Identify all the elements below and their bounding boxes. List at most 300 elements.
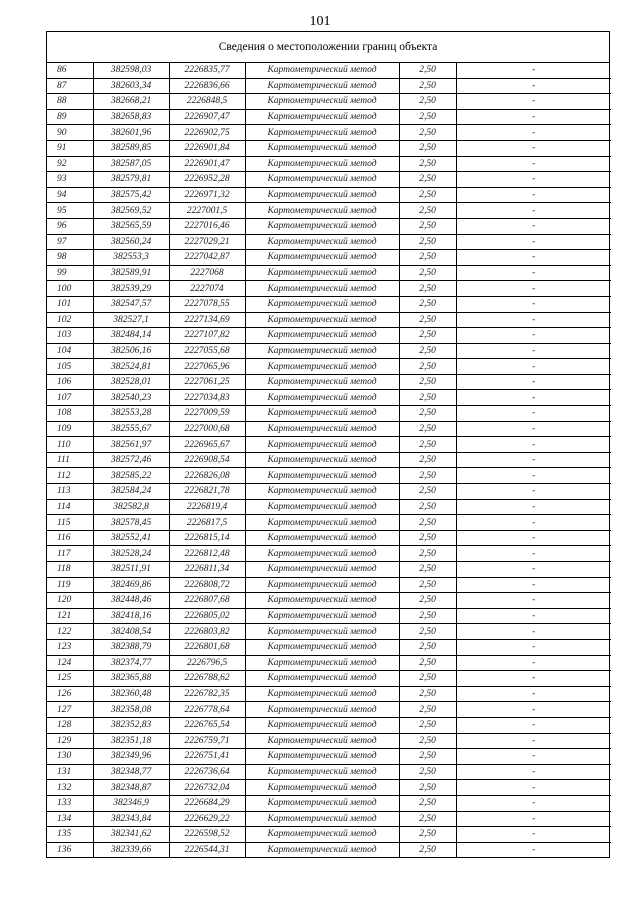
x-coordinate-cell: 382589,85 [93, 140, 169, 156]
accuracy-cell: 2,50 [399, 468, 456, 484]
table-row [47, 390, 611, 406]
accuracy-cell: 2,50 [399, 811, 456, 827]
x-coordinate-cell: 382561,97 [93, 437, 169, 453]
y-coordinate-cell: 2227107,82 [169, 328, 245, 344]
description-cell: - [456, 749, 611, 765]
table-row [47, 577, 611, 593]
table-row [47, 359, 611, 375]
point-number-cell: 122 [47, 624, 93, 640]
y-coordinate-cell: 2227000,68 [169, 421, 245, 437]
method-cell: Картометрический метод [245, 63, 399, 78]
y-coordinate-cell: 2226788,62 [169, 671, 245, 687]
method-cell: Картометрический метод [245, 842, 399, 857]
table-row [47, 328, 611, 344]
description-cell: - [456, 593, 611, 609]
description-cell: - [456, 281, 611, 297]
accuracy-cell: 2,50 [399, 421, 456, 437]
description-cell: - [456, 671, 611, 687]
table-row [47, 639, 611, 655]
accuracy-cell: 2,50 [399, 686, 456, 702]
y-coordinate-cell: 2226901,84 [169, 140, 245, 156]
table-row [47, 406, 611, 422]
y-coordinate-cell: 2226821,78 [169, 484, 245, 500]
y-coordinate-cell: 2227061,25 [169, 374, 245, 390]
description-cell: - [456, 78, 611, 94]
method-cell: Картометрический метод [245, 359, 399, 375]
description-cell: - [456, 577, 611, 593]
y-coordinate-cell: 2227009,59 [169, 406, 245, 422]
table-row [47, 296, 611, 312]
table-row [47, 811, 611, 827]
point-number-cell: 106 [47, 374, 93, 390]
table-row [47, 593, 611, 609]
x-coordinate-cell: 382585,22 [93, 468, 169, 484]
point-number-cell: 134 [47, 811, 93, 827]
description-cell: - [456, 452, 611, 468]
method-cell: Картометрический метод [245, 218, 399, 234]
point-number-cell: 117 [47, 546, 93, 562]
x-coordinate-cell: 382469,86 [93, 577, 169, 593]
x-coordinate-cell: 382506,16 [93, 343, 169, 359]
accuracy-cell: 2,50 [399, 437, 456, 453]
description-cell: - [456, 328, 611, 344]
point-number-cell: 92 [47, 156, 93, 172]
point-number-cell: 123 [47, 639, 93, 655]
y-coordinate-cell: 2227074 [169, 281, 245, 297]
table-body [47, 63, 611, 857]
x-coordinate-cell: 382348,87 [93, 780, 169, 796]
method-cell: Картометрический метод [245, 499, 399, 515]
y-coordinate-cell: 2226901,47 [169, 156, 245, 172]
description-cell: - [456, 63, 611, 78]
table-row [47, 140, 611, 156]
table-row [47, 312, 611, 328]
method-cell: Картометрический метод [245, 749, 399, 765]
table-title: Сведения о местоположении границ объекта [47, 32, 609, 63]
method-cell: Картометрический метод [245, 717, 399, 733]
accuracy-cell: 2,50 [399, 343, 456, 359]
description-cell: - [456, 109, 611, 125]
method-cell: Картометрический метод [245, 390, 399, 406]
x-coordinate-cell: 382603,34 [93, 78, 169, 94]
point-number-cell: 104 [47, 343, 93, 359]
point-number-cell: 136 [47, 842, 93, 857]
description-cell: - [456, 437, 611, 453]
point-number-cell: 115 [47, 515, 93, 531]
method-cell: Картометрический метод [245, 655, 399, 671]
table-row [47, 374, 611, 390]
description-cell: - [456, 265, 611, 281]
x-coordinate-cell: 382584,24 [93, 484, 169, 500]
accuracy-cell: 2,50 [399, 140, 456, 156]
x-coordinate-cell: 382555,67 [93, 421, 169, 437]
method-cell: Картометрический метод [245, 203, 399, 219]
accuracy-cell: 2,50 [399, 172, 456, 188]
x-coordinate-cell: 382668,21 [93, 94, 169, 110]
description-cell: - [456, 406, 611, 422]
method-cell: Картометрический метод [245, 406, 399, 422]
method-cell: Картометрический метод [245, 562, 399, 578]
x-coordinate-cell: 382524,81 [93, 359, 169, 375]
method-cell: Картометрический метод [245, 608, 399, 624]
method-cell: Картометрический метод [245, 795, 399, 811]
point-number-cell: 126 [47, 686, 93, 702]
accuracy-cell: 2,50 [399, 655, 456, 671]
method-cell: Картометрический метод [245, 827, 399, 843]
method-cell: Картометрический метод [245, 593, 399, 609]
y-coordinate-cell: 2226817,5 [169, 515, 245, 531]
y-coordinate-cell: 2226736,64 [169, 764, 245, 780]
point-number-cell: 91 [47, 140, 93, 156]
x-coordinate-cell: 382484,14 [93, 328, 169, 344]
x-coordinate-cell: 382346,9 [93, 795, 169, 811]
table-row [47, 125, 611, 141]
accuracy-cell: 2,50 [399, 187, 456, 203]
x-coordinate-cell: 382528,01 [93, 374, 169, 390]
accuracy-cell: 2,50 [399, 546, 456, 562]
description-cell: - [456, 827, 611, 843]
x-coordinate-cell: 382448,46 [93, 593, 169, 609]
y-coordinate-cell: 2226684,29 [169, 795, 245, 811]
description-cell: - [456, 187, 611, 203]
method-cell: Картометрический метод [245, 468, 399, 484]
accuracy-cell: 2,50 [399, 499, 456, 515]
accuracy-cell: 2,50 [399, 593, 456, 609]
point-number-cell: 89 [47, 109, 93, 125]
accuracy-cell: 2,50 [399, 780, 456, 796]
description-cell: - [456, 764, 611, 780]
point-number-cell: 118 [47, 562, 93, 578]
method-cell: Картометрический метод [245, 639, 399, 655]
description-cell: - [456, 234, 611, 250]
y-coordinate-cell: 2226965,67 [169, 437, 245, 453]
accuracy-cell: 2,50 [399, 250, 456, 266]
x-coordinate-cell: 382348,77 [93, 764, 169, 780]
y-coordinate-cell: 2226782,35 [169, 686, 245, 702]
y-coordinate-cell: 2226803,82 [169, 624, 245, 640]
y-coordinate-cell: 2226836,66 [169, 78, 245, 94]
y-coordinate-cell: 2226835,77 [169, 63, 245, 78]
y-coordinate-cell: 2226805,02 [169, 608, 245, 624]
table-row [47, 109, 611, 125]
point-number-cell: 90 [47, 125, 93, 141]
accuracy-cell: 2,50 [399, 764, 456, 780]
accuracy-cell: 2,50 [399, 795, 456, 811]
y-coordinate-cell: 2227029,21 [169, 234, 245, 250]
method-cell: Картометрический метод [245, 686, 399, 702]
accuracy-cell: 2,50 [399, 452, 456, 468]
description-cell: - [456, 639, 611, 655]
x-coordinate-cell: 382341,62 [93, 827, 169, 843]
accuracy-cell: 2,50 [399, 265, 456, 281]
y-coordinate-cell: 2226908,54 [169, 452, 245, 468]
y-coordinate-cell: 2226807,68 [169, 593, 245, 609]
table-row [47, 655, 611, 671]
y-coordinate-cell: 2227001,5 [169, 203, 245, 219]
x-coordinate-cell: 382374,77 [93, 655, 169, 671]
x-coordinate-cell: 382527,1 [93, 312, 169, 328]
x-coordinate-cell: 382658,83 [93, 109, 169, 125]
method-cell: Картометрический метод [245, 94, 399, 110]
method-cell: Картометрический метод [245, 811, 399, 827]
method-cell: Картометрический метод [245, 764, 399, 780]
accuracy-cell: 2,50 [399, 827, 456, 843]
accuracy-cell: 2,50 [399, 717, 456, 733]
description-cell: - [456, 608, 611, 624]
table-row [47, 686, 611, 702]
description-cell: - [456, 312, 611, 328]
table-row [47, 156, 611, 172]
point-number-cell: 109 [47, 421, 93, 437]
point-number-cell: 135 [47, 827, 93, 843]
method-cell: Картометрический метод [245, 780, 399, 796]
accuracy-cell: 2,50 [399, 484, 456, 500]
description-cell: - [456, 546, 611, 562]
accuracy-cell: 2,50 [399, 125, 456, 141]
x-coordinate-cell: 382365,88 [93, 671, 169, 687]
description-cell: - [456, 390, 611, 406]
method-cell: Картометрический метод [245, 437, 399, 453]
x-coordinate-cell: 382587,05 [93, 156, 169, 172]
point-number-cell: 130 [47, 749, 93, 765]
y-coordinate-cell: 2227055,68 [169, 343, 245, 359]
y-coordinate-cell: 2226819,4 [169, 499, 245, 515]
description-cell: - [456, 702, 611, 718]
accuracy-cell: 2,50 [399, 639, 456, 655]
x-coordinate-cell: 382552,41 [93, 530, 169, 546]
description-cell: - [456, 421, 611, 437]
x-coordinate-cell: 382547,57 [93, 296, 169, 312]
table-row [47, 530, 611, 546]
x-coordinate-cell: 382553,3 [93, 250, 169, 266]
method-cell: Картометрический метод [245, 624, 399, 640]
method-cell: Картометрический метод [245, 78, 399, 94]
x-coordinate-cell: 382511,91 [93, 562, 169, 578]
description-cell: - [456, 359, 611, 375]
description-cell: - [456, 296, 611, 312]
table-row [47, 203, 611, 219]
boundary-coordinates-table [46, 31, 610, 858]
description-cell: - [456, 468, 611, 484]
accuracy-cell: 2,50 [399, 624, 456, 640]
method-cell: Картометрический метод [245, 312, 399, 328]
x-coordinate-cell: 382539,29 [93, 281, 169, 297]
description-cell: - [456, 515, 611, 531]
y-coordinate-cell: 2226808,72 [169, 577, 245, 593]
table-row [47, 562, 611, 578]
x-coordinate-cell: 382408,54 [93, 624, 169, 640]
point-number-cell: 125 [47, 671, 93, 687]
table-row [47, 281, 611, 297]
point-number-cell: 120 [47, 593, 93, 609]
description-cell: - [456, 733, 611, 749]
x-coordinate-cell: 382352,83 [93, 717, 169, 733]
x-coordinate-cell: 382572,46 [93, 452, 169, 468]
description-cell: - [456, 250, 611, 266]
point-number-cell: 133 [47, 795, 93, 811]
description-cell: - [456, 172, 611, 188]
method-cell: Картометрический метод [245, 671, 399, 687]
description-cell: - [456, 343, 611, 359]
y-coordinate-cell: 2226765,54 [169, 717, 245, 733]
description-cell: - [456, 140, 611, 156]
method-cell: Картометрический метод [245, 296, 399, 312]
x-coordinate-cell: 382569,52 [93, 203, 169, 219]
point-number-cell: 116 [47, 530, 93, 546]
accuracy-cell: 2,50 [399, 577, 456, 593]
point-number-cell: 121 [47, 608, 93, 624]
coordinates-grid [47, 63, 611, 857]
point-number-cell: 88 [47, 94, 93, 110]
accuracy-cell: 2,50 [399, 109, 456, 125]
x-coordinate-cell: 382388,79 [93, 639, 169, 655]
method-cell: Картометрический метод [245, 234, 399, 250]
point-number-cell: 87 [47, 78, 93, 94]
accuracy-cell: 2,50 [399, 842, 456, 857]
method-cell: Картометрический метод [245, 265, 399, 281]
description-cell: - [456, 717, 611, 733]
table-row [47, 187, 611, 203]
method-cell: Картометрический метод [245, 546, 399, 562]
y-coordinate-cell: 2227016,46 [169, 218, 245, 234]
accuracy-cell: 2,50 [399, 406, 456, 422]
y-coordinate-cell: 2226826,08 [169, 468, 245, 484]
point-number-cell: 112 [47, 468, 93, 484]
accuracy-cell: 2,50 [399, 328, 456, 344]
point-number-cell: 97 [47, 234, 93, 250]
point-number-cell: 94 [47, 187, 93, 203]
method-cell: Картометрический метод [245, 250, 399, 266]
point-number-cell: 105 [47, 359, 93, 375]
x-coordinate-cell: 382343,84 [93, 811, 169, 827]
accuracy-cell: 2,50 [399, 94, 456, 110]
description-cell: - [456, 562, 611, 578]
x-coordinate-cell: 382575,42 [93, 187, 169, 203]
point-number-cell: 119 [47, 577, 93, 593]
description-cell: - [456, 218, 611, 234]
point-number-cell: 114 [47, 499, 93, 515]
table-row [47, 63, 611, 78]
y-coordinate-cell: 2227078,55 [169, 296, 245, 312]
method-cell: Картометрический метод [245, 452, 399, 468]
table-row [47, 265, 611, 281]
description-cell: - [456, 655, 611, 671]
x-coordinate-cell: 382601,96 [93, 125, 169, 141]
table-row [47, 437, 611, 453]
point-number-cell: 96 [47, 218, 93, 234]
accuracy-cell: 2,50 [399, 530, 456, 546]
description-cell: - [456, 125, 611, 141]
point-number-cell: 86 [47, 63, 93, 78]
method-cell: Картометрический метод [245, 484, 399, 500]
point-number-cell: 99 [47, 265, 93, 281]
method-cell: Картометрический метод [245, 374, 399, 390]
accuracy-cell: 2,50 [399, 156, 456, 172]
accuracy-cell: 2,50 [399, 296, 456, 312]
y-coordinate-cell: 2227042,87 [169, 250, 245, 266]
y-coordinate-cell: 2226801,68 [169, 639, 245, 655]
method-cell: Картометрический метод [245, 343, 399, 359]
table-row [47, 484, 611, 500]
description-cell: - [456, 374, 611, 390]
accuracy-cell: 2,50 [399, 281, 456, 297]
method-cell: Картометрический метод [245, 187, 399, 203]
description-cell: - [456, 499, 611, 515]
point-number-cell: 113 [47, 484, 93, 500]
y-coordinate-cell: 2226796,5 [169, 655, 245, 671]
y-coordinate-cell: 2227134,69 [169, 312, 245, 328]
method-cell: Картометрический метод [245, 702, 399, 718]
method-cell: Картометрический метод [245, 125, 399, 141]
method-cell: Картометрический метод [245, 515, 399, 531]
x-coordinate-cell: 382360,48 [93, 686, 169, 702]
method-cell: Картометрический метод [245, 530, 399, 546]
x-coordinate-cell: 382349,96 [93, 749, 169, 765]
accuracy-cell: 2,50 [399, 78, 456, 94]
description-cell: - [456, 530, 611, 546]
accuracy-cell: 2,50 [399, 218, 456, 234]
point-number-cell: 107 [47, 390, 93, 406]
y-coordinate-cell: 2226812,48 [169, 546, 245, 562]
y-coordinate-cell: 2227034,83 [169, 390, 245, 406]
table-row [47, 764, 611, 780]
x-coordinate-cell: 382553,28 [93, 406, 169, 422]
y-coordinate-cell: 2226902,75 [169, 125, 245, 141]
point-number-cell: 108 [47, 406, 93, 422]
y-coordinate-cell: 2226629,22 [169, 811, 245, 827]
table-row [47, 827, 611, 843]
table-row [47, 749, 611, 765]
y-coordinate-cell: 2226544,31 [169, 842, 245, 857]
y-coordinate-cell: 2226952,28 [169, 172, 245, 188]
accuracy-cell: 2,50 [399, 562, 456, 578]
x-coordinate-cell: 382528,24 [93, 546, 169, 562]
point-number-cell: 132 [47, 780, 93, 796]
x-coordinate-cell: 382540,23 [93, 390, 169, 406]
x-coordinate-cell: 382418,16 [93, 608, 169, 624]
y-coordinate-cell: 2226759,71 [169, 733, 245, 749]
table-row [47, 780, 611, 796]
table-row [47, 452, 611, 468]
table-row [47, 733, 611, 749]
point-number-cell: 128 [47, 717, 93, 733]
point-number-cell: 98 [47, 250, 93, 266]
method-cell: Картометрический метод [245, 109, 399, 125]
point-number-cell: 103 [47, 328, 93, 344]
x-coordinate-cell: 382579,81 [93, 172, 169, 188]
description-cell: - [456, 484, 611, 500]
description-cell: - [456, 203, 611, 219]
y-coordinate-cell: 2226848,5 [169, 94, 245, 110]
y-coordinate-cell: 2227065,96 [169, 359, 245, 375]
accuracy-cell: 2,50 [399, 234, 456, 250]
table-row [47, 546, 611, 562]
table-row [47, 94, 611, 110]
table-row [47, 78, 611, 94]
table-row [47, 234, 611, 250]
description-cell: - [456, 156, 611, 172]
accuracy-cell: 2,50 [399, 390, 456, 406]
accuracy-cell: 2,50 [399, 515, 456, 531]
description-cell: - [456, 780, 611, 796]
point-number-cell: 93 [47, 172, 93, 188]
table-row [47, 250, 611, 266]
y-coordinate-cell: 2226811,34 [169, 562, 245, 578]
description-cell: - [456, 842, 611, 857]
point-number-cell: 100 [47, 281, 93, 297]
description-cell: - [456, 811, 611, 827]
table-row [47, 842, 611, 857]
